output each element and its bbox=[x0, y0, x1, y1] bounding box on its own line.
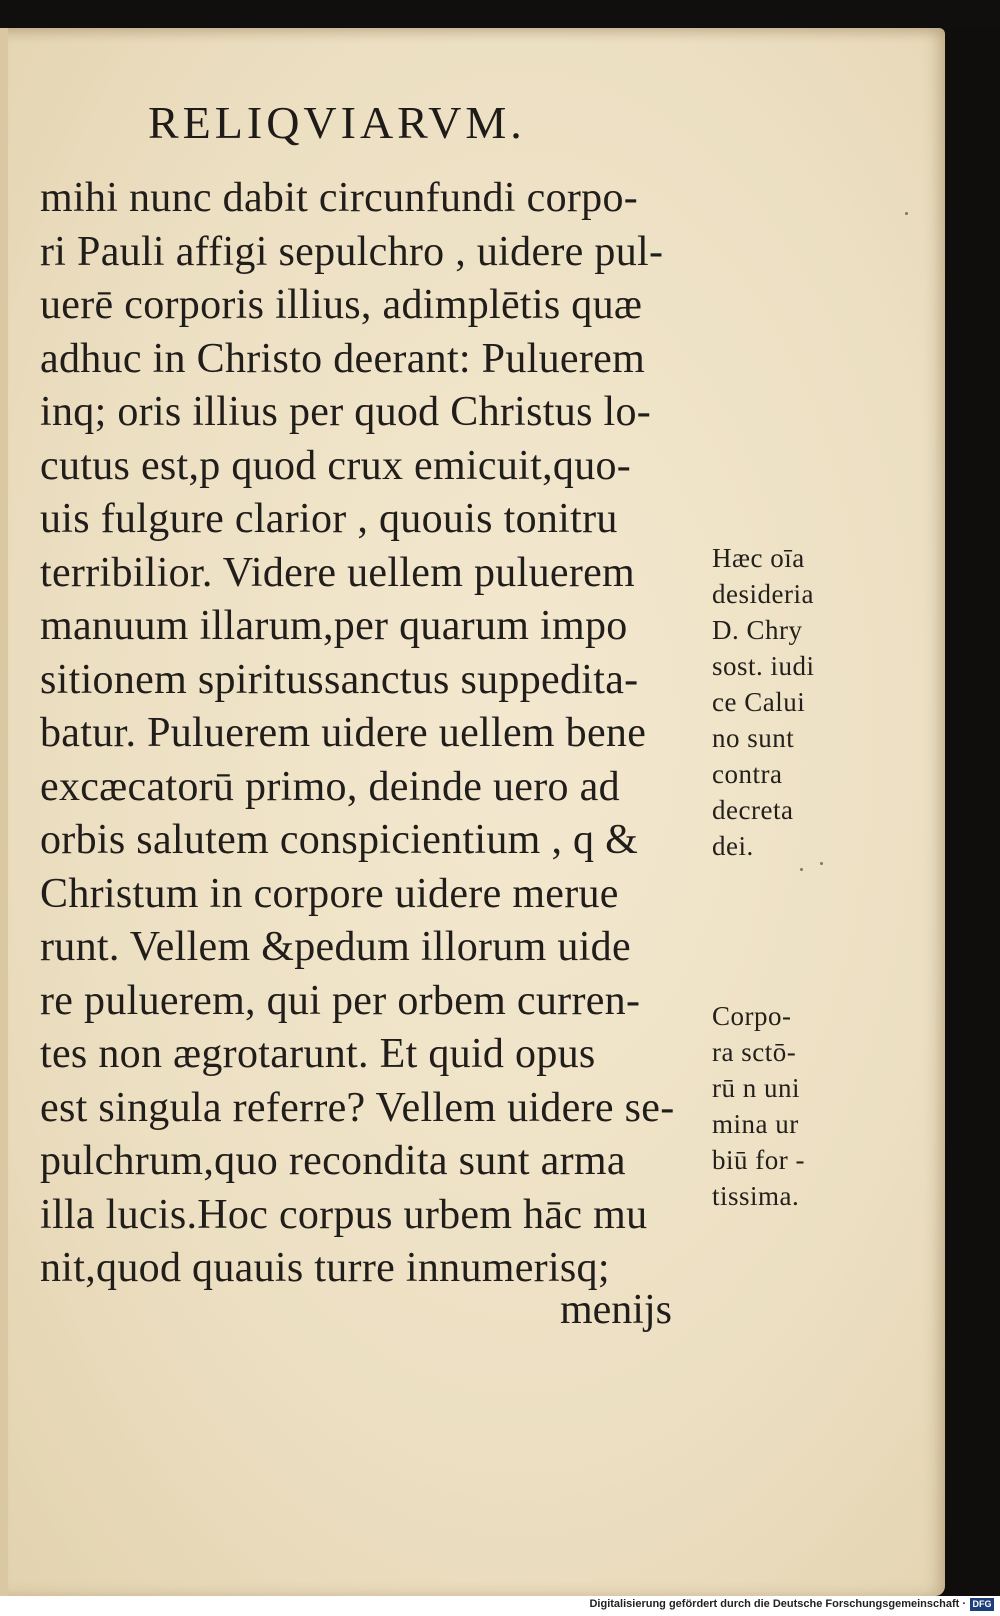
marginal-note-line: no sunt bbox=[712, 723, 795, 753]
page-left-edge bbox=[0, 28, 8, 1596]
text-line: manuum illarum,per quarum impo bbox=[40, 603, 628, 649]
marginal-note-line: D. Chry bbox=[712, 615, 803, 645]
text-line: uerē corporis illius, adimplētis quæ bbox=[40, 282, 643, 328]
dfg-logo: DFG bbox=[970, 1598, 994, 1611]
text-line: cutus est,p quod crux emicuit,quo- bbox=[40, 442, 632, 489]
text-line: batur. Puluerem uidere uellem bene bbox=[40, 710, 647, 756]
marginal-note-line: dei. bbox=[712, 831, 754, 861]
text-line: nit,quod quauis turre innumerisq; bbox=[40, 1245, 610, 1291]
digitization-credit: Digitalisierung gefördert durch die Deutsche Forschungsgemeinschaft · bbox=[589, 1598, 966, 1610]
paper-speck bbox=[800, 868, 803, 871]
text-line: terribilior. Videre uellem puluerem bbox=[40, 549, 636, 596]
paper-speck bbox=[905, 212, 908, 215]
marginal-note-line: ra sctō- bbox=[712, 1037, 797, 1067]
text-line: runt. Vellem &pedum illorum uide bbox=[40, 924, 631, 970]
text-line: inq; oris illius per quod Christus lo- bbox=[40, 389, 652, 435]
marginal-note-line: Hæc oīa bbox=[712, 543, 805, 573]
scan-background-top bbox=[0, 0, 1000, 28]
text-line: tes non ægrotarunt. Et quid opus bbox=[40, 1031, 596, 1077]
marginal-note-line: desideria bbox=[712, 579, 814, 609]
text-line: pulchrum,quo recondita sunt arma bbox=[40, 1138, 626, 1184]
marginal-note-line: rū n uni bbox=[712, 1073, 800, 1103]
marginal-note-line: decreta bbox=[712, 795, 794, 825]
marginal-note-line: mina ur bbox=[712, 1109, 799, 1139]
text-line: est singula referre? Vellem uidere se- bbox=[40, 1084, 675, 1131]
running-head: RELIQVIARVM. bbox=[148, 97, 526, 148]
marginal-note-line: contra bbox=[712, 759, 783, 789]
marginal-note-line: tissima. bbox=[712, 1181, 800, 1211]
marginal-note bbox=[712, 998, 862, 1214]
text-line: orbis salutem conspicientium , q & bbox=[40, 817, 639, 863]
text-line: uis fulgure clarior , quouis tonitru bbox=[40, 496, 618, 542]
marginal-note-line: sost. iudi bbox=[712, 651, 815, 681]
text-line: excæcatorū primo, deinde uero ad bbox=[40, 763, 620, 810]
marginal-note-line: ce Calui bbox=[712, 687, 806, 717]
text-line: adhuc in Christo deerant: Puluerem bbox=[40, 335, 646, 382]
text-line: ri Pauli affigi sepulchro , uidere pul- bbox=[40, 228, 664, 275]
marginal-note-line: Corpo- bbox=[712, 1001, 792, 1031]
text-line: illa lucis.Hoc corpus urbem hāc mu bbox=[40, 1191, 648, 1238]
text-line: re puluerem, qui per orbem curren- bbox=[40, 977, 641, 1024]
marginal-note-line: biū for - bbox=[712, 1145, 805, 1175]
marginal-note bbox=[712, 540, 862, 864]
text-line: sitionem spiritussanctus suppedita- bbox=[40, 656, 639, 703]
text-line: Christum in corpore uidere merue bbox=[40, 870, 619, 917]
paper-speck bbox=[820, 862, 823, 865]
catchword: menijs bbox=[560, 1287, 672, 1333]
main-text-block bbox=[40, 172, 700, 1296]
text-line: mihi nunc dabit circunfundi corpo- bbox=[40, 175, 639, 221]
